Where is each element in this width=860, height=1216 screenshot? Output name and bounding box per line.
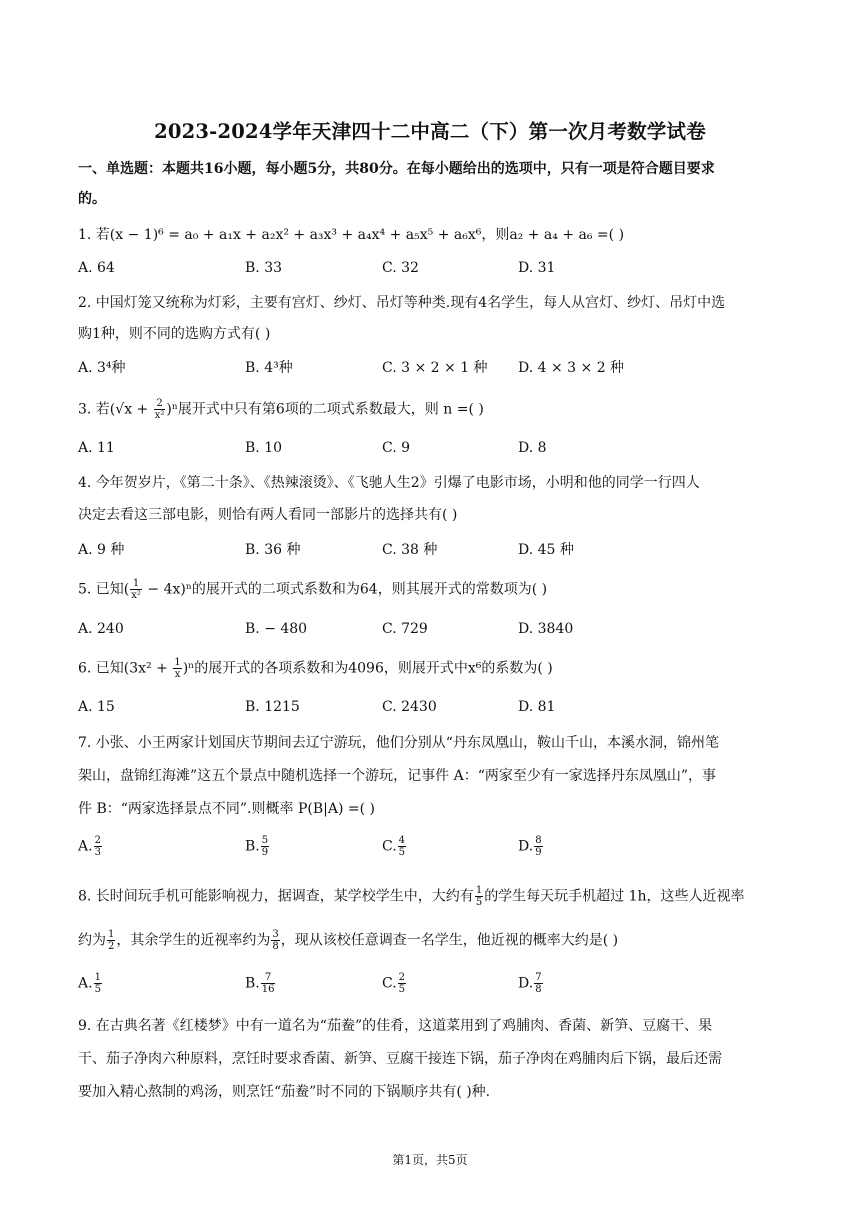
q8-frac3-denominator: 8 (272, 941, 279, 952)
section-heading-line1: 一、单选题：本题共16小题，每小题5分，共80分。在每小题给出的选项中，只有一项是符合题目要求 (78, 161, 715, 177)
question-9-line2: 干、茄子净肉六种原料，烹饪时要求香菌、新笋、豆腐干接连下锅，茄子净肉在鸡脯肉后下锅，最后还需 (78, 1051, 722, 1067)
q8-option-d-fraction (534, 972, 542, 995)
q8-a-denominator: 5 (94, 984, 101, 995)
q5-option-d: D. 3840 (518, 621, 574, 637)
q6-option-c: C. 2430 (382, 699, 437, 715)
q4-option-c: C. 38 种 (382, 542, 438, 558)
q8-option-b-label: B. (245, 975, 260, 992)
question-6-text (78, 657, 790, 680)
q5-frac-numerator: 1 (130, 578, 142, 590)
q4-option-b: B. 36 种 (245, 542, 301, 558)
q5-option-b: B. − 480 (245, 621, 308, 637)
question-8-line2 (78, 929, 790, 952)
q8-b-numerator: 7 (261, 972, 276, 984)
q7-a-numerator: 2 (94, 835, 101, 846)
question-7-line1: 7. 小张、小王两家计划国庆节期间去辽宁游玩，他们分别从“丹东凤凰山，鞍山千山，本溪水洞，锦州笔 (78, 735, 719, 751)
q7-c-denominator: 5 (398, 847, 406, 858)
q7-option-a (78, 835, 103, 858)
q7-d-numerator: 8 (535, 835, 542, 846)
q8-b-denominator: 16 (261, 984, 275, 995)
q7-d-denominator: 9 (535, 847, 542, 858)
q5-fraction (130, 578, 142, 601)
question-2-line1: 2. 中国灯笼又统称为灯彩，主要有宫灯、纱灯、吊灯等种类.现有4名学生，每人从宫灯、纱灯、吊灯中选 (78, 295, 726, 311)
q6-fraction (173, 657, 181, 680)
q8-frac3-numerator: 3 (272, 929, 279, 940)
q5-frac-denominator: x² (131, 590, 141, 601)
q8-a-numerator: 1 (94, 972, 101, 983)
q7-b-numerator: 5 (261, 835, 269, 846)
q8-option-d (518, 972, 544, 995)
q3-text-post: )ⁿ展开式中只有第6项的二项式系数最大，则 n =( ) (166, 401, 484, 418)
q8-d-numerator: 7 (535, 972, 542, 983)
question-8-line1 (78, 885, 790, 908)
q7-option-a-label: A. (78, 838, 93, 855)
q3-fraction (154, 398, 166, 421)
q7-option-d-label: D. (518, 838, 534, 855)
q2-option-b: B. 4³种 (245, 360, 293, 376)
q8-fraction-3 (271, 929, 279, 952)
q4-option-d: D. 45 种 (518, 542, 574, 558)
q1-option-c: C. 32 (382, 260, 419, 276)
q3-option-a: A. 11 (78, 440, 115, 456)
q8-frac1-denominator: 5 (475, 897, 483, 908)
exam-title: 2023-2024学年天津四十二中高二（下）第一次月考数学试卷 (154, 120, 706, 143)
q7-option-b-fraction (261, 835, 269, 858)
q7-option-c-label: C. (382, 838, 397, 855)
q8-option-b (245, 972, 276, 995)
q8-option-a-fraction (94, 972, 102, 995)
q8-option-c (382, 972, 407, 995)
q1-option-b: B. 33 (245, 260, 283, 276)
q2-option-a: A. 3⁴种 (78, 360, 126, 376)
question-7-line3: 件 B：“两家选择景点不同”.则概率 P(B|A) =( ) (78, 801, 375, 817)
question-9-line3: 要加入精心熬制的鸡汤，则烹饪“茄鲞”时不同的下锅顺序共有( )种. (78, 1084, 491, 1100)
q8-line2-pre: 约为 (78, 932, 106, 949)
q6-frac-denominator: x (174, 669, 181, 680)
q7-option-b (245, 835, 270, 858)
question-1-text: 1. 若(x − 1)⁶ = a₀ + a₁x + a₂x² + a₃x³ + a₄x⁴ + a₅x⁵ + a₆x⁶，则a₂ + a₄ + a₆ =( ) (78, 227, 625, 243)
q7-option-b-label: B. (245, 838, 260, 855)
q6-option-d: D. 81 (518, 699, 556, 715)
question-9-line1: 9. 在古典名著《红楼梦》中有一道名为“茄鲞”的佳肴，这道菜用到了鸡脯肉、香菌、新笋、豆腐干、果 (78, 1018, 713, 1034)
q8-option-c-fraction (398, 972, 406, 995)
q8-c-numerator: 2 (398, 972, 406, 983)
question-5-text (78, 578, 790, 601)
q8-option-d-label: D. (518, 975, 534, 992)
q2-option-c: C. 3 × 2 × 1 种 (382, 360, 488, 376)
question-4-line2: 决定去看这三部电影，则恰有两人看同一部影片的选择共有( ) (78, 507, 458, 523)
q5-option-c: C. 729 (382, 621, 428, 637)
q5-text-pre: 5. 已知( (78, 581, 130, 598)
q1-option-d: D. 31 (518, 260, 556, 276)
q7-option-d (518, 835, 544, 858)
question-7-line2: 架山，盘锦红海滩”这五个景点中随机选择一个游玩，记事件 A：“两家至少有一家选择丹东凤凰山”，事 (78, 768, 717, 784)
q3-option-b: B. 10 (245, 440, 283, 456)
q8-line1-pre: 8. 长时间玩手机可能影响视力，据调查，某学校学生中，大约有 (78, 888, 474, 905)
page-footer: 第1页，共5页 (392, 1153, 468, 1167)
q8-c-denominator: 5 (398, 984, 406, 995)
q8-frac2-numerator: 1 (108, 929, 115, 940)
q7-option-a-fraction (94, 835, 102, 858)
q8-line1-post: 的学生每天玩手机超过 1h，这些人近视率 (484, 888, 745, 905)
q6-text-post: )ⁿ的展开式的各项系数和为4096，则展开式中x⁶的系数为( ) (182, 660, 553, 677)
q7-option-c-fraction (398, 835, 406, 858)
q8-fraction-1 (475, 885, 483, 908)
q7-option-c (382, 835, 407, 858)
q8-fraction-2 (107, 929, 115, 952)
section-heading-line2: 的。 (78, 191, 106, 207)
q7-b-denominator: 9 (261, 847, 269, 858)
q8-frac2-denominator: 2 (108, 941, 115, 952)
q7-option-d-fraction (534, 835, 542, 858)
question-4-line1: 4. 今年贺岁片，《第二十条》、《热辣滚烫》、《飞驰人生2》引爆了电影市场，小明和他的同学一行四人 (78, 475, 700, 491)
q6-text-pre: 6. 已知(3x² + (78, 660, 173, 677)
q3-frac-numerator: 2 (154, 398, 166, 410)
q2-option-d: D. 4 × 3 × 2 种 (518, 360, 625, 376)
q7-c-numerator: 4 (398, 835, 406, 846)
q3-text-pre: 3. 若(√x + (78, 401, 153, 418)
q5-option-a: A. 240 (78, 621, 124, 637)
q6-frac-numerator: 1 (174, 657, 181, 668)
q3-option-d: D. 8 (518, 440, 547, 456)
q8-line2-mid: ，其余学生的近视率约为 (116, 932, 271, 949)
question-2-line2: 购1种，则不同的选购方式有( ) (78, 326, 271, 342)
q8-option-a (78, 972, 103, 995)
q8-option-b-fraction (261, 972, 276, 995)
q8-option-c-label: C. (382, 975, 397, 992)
q3-frac-denominator: x² (154, 410, 165, 421)
q3-option-c: C. 9 (382, 440, 411, 456)
q7-a-denominator: 3 (94, 847, 101, 858)
q8-line2-post: ，现从该校任意调查一名学生，他近视的概率大约是( ) (280, 932, 619, 949)
q8-option-a-label: A. (78, 975, 93, 992)
q8-frac1-numerator: 1 (475, 885, 483, 896)
question-3-text (78, 398, 790, 421)
q8-d-denominator: 8 (535, 984, 542, 995)
q4-option-a: A. 9 种 (78, 542, 125, 558)
q6-option-b: B. 1215 (245, 699, 300, 715)
q5-text-post: − 4x)ⁿ的展开式的二项式系数和为64，则其展开式的常数项为( ) (142, 581, 548, 598)
q6-option-a: A. 15 (78, 699, 115, 715)
q1-option-a: A. 64 (78, 260, 115, 276)
